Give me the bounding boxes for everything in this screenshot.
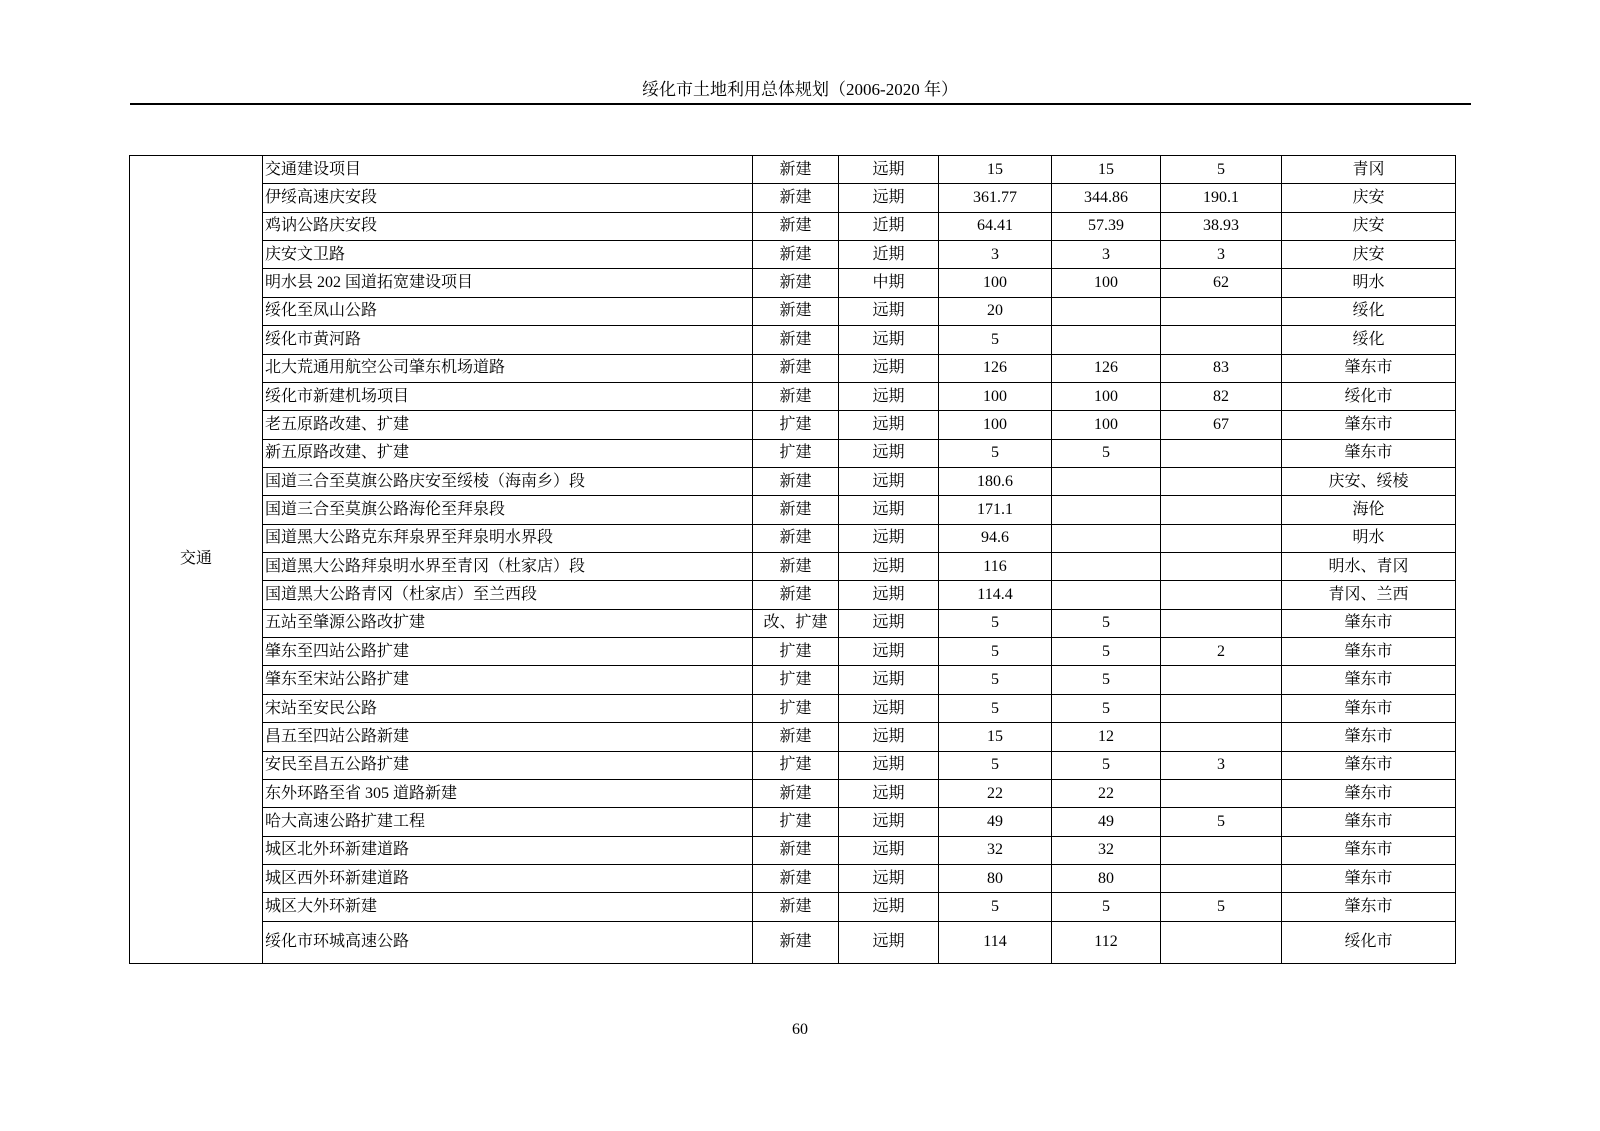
value-2-cell: [1052, 524, 1161, 552]
value-1-cell: 64.41: [939, 212, 1052, 240]
construction-type-cell: 新建: [753, 297, 839, 325]
location-cell: 明水、青冈: [1282, 553, 1456, 581]
project-name-cell: 五站至肇源公路改扩建: [263, 609, 753, 637]
construction-type-cell: 改、扩建: [753, 609, 839, 637]
value-3-cell: 5: [1161, 893, 1282, 921]
value-3-cell: [1161, 581, 1282, 609]
location-cell: 庆安: [1282, 212, 1456, 240]
value-2-cell: 12: [1052, 723, 1161, 751]
construction-type-cell: 新建: [753, 864, 839, 892]
period-cell: 远期: [839, 921, 939, 963]
location-cell: 明水: [1282, 269, 1456, 297]
value-3-cell: [1161, 553, 1282, 581]
location-cell: 肇东市: [1282, 864, 1456, 892]
value-3-cell: [1161, 467, 1282, 495]
table-row: [130, 241, 1456, 269]
project-name-cell: 昌五至四站公路新建: [263, 723, 753, 751]
value-2-cell: 22: [1052, 779, 1161, 807]
value-3-cell: 5: [1161, 156, 1282, 184]
value-3-cell: [1161, 836, 1282, 864]
value-3-cell: [1161, 779, 1282, 807]
construction-type-cell: 扩建: [753, 638, 839, 666]
period-cell: 远期: [839, 836, 939, 864]
location-cell: 肇东市: [1282, 779, 1456, 807]
value-2-cell: 5: [1052, 609, 1161, 637]
value-2-cell: 3: [1052, 241, 1161, 269]
period-cell: 中期: [839, 269, 939, 297]
construction-type-cell: 新建: [753, 184, 839, 212]
construction-type-cell: 扩建: [753, 666, 839, 694]
project-name-cell: 城区西外环新建道路: [263, 864, 753, 892]
project-name-cell: 城区大外环新建: [263, 893, 753, 921]
table-row: [130, 439, 1456, 467]
construction-type-cell: 新建: [753, 524, 839, 552]
value-2-cell: 5: [1052, 893, 1161, 921]
value-2-cell: 5: [1052, 666, 1161, 694]
construction-type-cell: 新建: [753, 921, 839, 963]
project-name-cell: 新五原路改建、扩建: [263, 439, 753, 467]
project-name-cell: 北大荒通用航空公司肇东机场道路: [263, 354, 753, 382]
project-name-cell: 明水县 202 国道拓宽建设项目: [263, 269, 753, 297]
value-3-cell: [1161, 524, 1282, 552]
construction-type-cell: 新建: [753, 241, 839, 269]
value-1-cell: 80: [939, 864, 1052, 892]
location-cell: 肇东市: [1282, 836, 1456, 864]
value-1-cell: 5: [939, 638, 1052, 666]
project-name-cell: 国道三合至莫旗公路庆安至绥棱（海南乡）段: [263, 467, 753, 495]
period-cell: 远期: [839, 467, 939, 495]
project-name-cell: 肇东至四站公路扩建: [263, 638, 753, 666]
location-cell: 肇东市: [1282, 808, 1456, 836]
construction-type-cell: 新建: [753, 723, 839, 751]
value-1-cell: 5: [939, 326, 1052, 354]
value-1-cell: 94.6: [939, 524, 1052, 552]
value-1-cell: 5: [939, 751, 1052, 779]
construction-type-cell: 新建: [753, 354, 839, 382]
location-cell: 庆安、绥棱: [1282, 467, 1456, 495]
value-2-cell: 57.39: [1052, 212, 1161, 240]
location-cell: 绥化市: [1282, 921, 1456, 963]
project-name-cell: 国道黑大公路拜泉明水界至青冈（杜家店）段: [263, 553, 753, 581]
location-cell: 肇东市: [1282, 354, 1456, 382]
location-cell: 绥化: [1282, 297, 1456, 325]
construction-type-cell: 新建: [753, 779, 839, 807]
period-cell: 远期: [839, 694, 939, 722]
project-table: [129, 155, 1456, 964]
value-2-cell: 15: [1052, 156, 1161, 184]
value-3-cell: 190.1: [1161, 184, 1282, 212]
period-cell: 远期: [839, 581, 939, 609]
table-row: [130, 411, 1456, 439]
location-cell: 肇东市: [1282, 609, 1456, 637]
period-cell: 远期: [839, 184, 939, 212]
value-2-cell: 5: [1052, 694, 1161, 722]
project-name-cell: 安民至昌五公路扩建: [263, 751, 753, 779]
value-3-cell: [1161, 921, 1282, 963]
table-row: [130, 382, 1456, 410]
value-3-cell: [1161, 864, 1282, 892]
period-cell: 近期: [839, 241, 939, 269]
location-cell: 明水: [1282, 524, 1456, 552]
value-3-cell: [1161, 694, 1282, 722]
table-row: [130, 184, 1456, 212]
value-1-cell: 5: [939, 694, 1052, 722]
period-cell: 远期: [839, 553, 939, 581]
value-3-cell: 5: [1161, 808, 1282, 836]
period-cell: 远期: [839, 326, 939, 354]
table-row: [130, 297, 1456, 325]
table-row: [130, 666, 1456, 694]
value-1-cell: 15: [939, 156, 1052, 184]
project-name-cell: 国道黑大公路青冈（杜家店）至兰西段: [263, 581, 753, 609]
construction-type-cell: 扩建: [753, 751, 839, 779]
value-2-cell: [1052, 326, 1161, 354]
period-cell: 远期: [839, 297, 939, 325]
table-body: [130, 156, 1456, 964]
project-name-cell: 国道三合至莫旗公路海伦至拜泉段: [263, 496, 753, 524]
table-row: [130, 496, 1456, 524]
project-name-cell: 交通建设项目: [263, 156, 753, 184]
value-2-cell: 344.86: [1052, 184, 1161, 212]
value-1-cell: 22: [939, 779, 1052, 807]
value-1-cell: 5: [939, 609, 1052, 637]
value-2-cell: 49: [1052, 808, 1161, 836]
location-cell: 肇东市: [1282, 411, 1456, 439]
value-1-cell: 32: [939, 836, 1052, 864]
value-2-cell: [1052, 496, 1161, 524]
construction-type-cell: 新建: [753, 269, 839, 297]
table-row: [130, 524, 1456, 552]
header-rule: [130, 103, 1471, 105]
project-name-cell: 绥化市黄河路: [263, 326, 753, 354]
construction-type-cell: 新建: [753, 553, 839, 581]
location-cell: 肇东市: [1282, 751, 1456, 779]
value-2-cell: 80: [1052, 864, 1161, 892]
period-cell: 远期: [839, 354, 939, 382]
location-cell: 肇东市: [1282, 666, 1456, 694]
value-1-cell: 100: [939, 382, 1052, 410]
table-row: [130, 921, 1456, 963]
table-row: [130, 354, 1456, 382]
value-2-cell: 100: [1052, 382, 1161, 410]
location-cell: 庆安: [1282, 241, 1456, 269]
value-1-cell: 5: [939, 666, 1052, 694]
value-3-cell: 67: [1161, 411, 1282, 439]
project-name-cell: 伊绥高速庆安段: [263, 184, 753, 212]
value-1-cell: 180.6: [939, 467, 1052, 495]
location-cell: 肇东市: [1282, 638, 1456, 666]
construction-type-cell: 新建: [753, 326, 839, 354]
project-name-cell: 肇东至宋站公路扩建: [263, 666, 753, 694]
table-row: [130, 581, 1456, 609]
period-cell: 远期: [839, 808, 939, 836]
value-2-cell: 5: [1052, 638, 1161, 666]
value-1-cell: 5: [939, 893, 1052, 921]
project-name-cell: 哈大高速公路扩建工程: [263, 808, 753, 836]
table-row: [130, 864, 1456, 892]
location-cell: 绥化市: [1282, 382, 1456, 410]
period-cell: 远期: [839, 524, 939, 552]
value-3-cell: 38.93: [1161, 212, 1282, 240]
value-1-cell: 15: [939, 723, 1052, 751]
period-cell: 远期: [839, 723, 939, 751]
project-name-cell: 庆安文卫路: [263, 241, 753, 269]
value-3-cell: 82: [1161, 382, 1282, 410]
project-name-cell: 绥化至凤山公路: [263, 297, 753, 325]
table-row: [130, 156, 1456, 184]
period-cell: 远期: [839, 496, 939, 524]
construction-type-cell: 扩建: [753, 411, 839, 439]
page-number: 60: [792, 1021, 808, 1038]
value-3-cell: 83: [1161, 354, 1282, 382]
construction-type-cell: 扩建: [753, 808, 839, 836]
period-cell: 远期: [839, 382, 939, 410]
value-3-cell: 2: [1161, 638, 1282, 666]
project-name-cell: 鸡讷公路庆安段: [263, 212, 753, 240]
value-1-cell: 171.1: [939, 496, 1052, 524]
location-cell: 肇东市: [1282, 723, 1456, 751]
value-2-cell: 5: [1052, 439, 1161, 467]
project-name-cell: 东外环路至省 305 道路新建: [263, 779, 753, 807]
value-3-cell: 3: [1161, 241, 1282, 269]
table-row: [130, 638, 1456, 666]
construction-type-cell: 新建: [753, 581, 839, 609]
value-3-cell: 62: [1161, 269, 1282, 297]
value-2-cell: 100: [1052, 269, 1161, 297]
construction-type-cell: 新建: [753, 382, 839, 410]
construction-type-cell: 新建: [753, 893, 839, 921]
construction-type-cell: 新建: [753, 467, 839, 495]
period-cell: 远期: [839, 439, 939, 467]
project-name-cell: 绥化市环城高速公路: [263, 921, 753, 963]
value-3-cell: [1161, 723, 1282, 751]
value-1-cell: 100: [939, 269, 1052, 297]
location-cell: 肇东市: [1282, 893, 1456, 921]
period-cell: 远期: [839, 666, 939, 694]
value-2-cell: [1052, 467, 1161, 495]
period-cell: 远期: [839, 156, 939, 184]
value-2-cell: 112: [1052, 921, 1161, 963]
period-cell: 远期: [839, 864, 939, 892]
construction-type-cell: 新建: [753, 212, 839, 240]
value-3-cell: [1161, 496, 1282, 524]
table-row: [130, 609, 1456, 637]
location-cell: 庆安: [1282, 184, 1456, 212]
project-name-cell: 绥化市新建机场项目: [263, 382, 753, 410]
project-name-cell: 老五原路改建、扩建: [263, 411, 753, 439]
period-cell: 远期: [839, 751, 939, 779]
value-3-cell: [1161, 326, 1282, 354]
project-name-cell: 城区北外环新建道路: [263, 836, 753, 864]
value-1-cell: 126: [939, 354, 1052, 382]
value-2-cell: 32: [1052, 836, 1161, 864]
location-cell: 绥化: [1282, 326, 1456, 354]
table-row: [130, 212, 1456, 240]
value-3-cell: [1161, 439, 1282, 467]
location-cell: 海伦: [1282, 496, 1456, 524]
construction-type-cell: 扩建: [753, 439, 839, 467]
construction-type-cell: 新建: [753, 496, 839, 524]
project-name-cell: 国道黑大公路克东拜泉界至拜泉明水界段: [263, 524, 753, 552]
location-cell: 肇东市: [1282, 694, 1456, 722]
category-cell: 交通: [130, 156, 263, 964]
period-cell: 远期: [839, 638, 939, 666]
value-1-cell: 116: [939, 553, 1052, 581]
table-row: [130, 751, 1456, 779]
period-cell: 远期: [839, 609, 939, 637]
table-row: [130, 553, 1456, 581]
table-row: [130, 836, 1456, 864]
value-1-cell: 361.77: [939, 184, 1052, 212]
value-1-cell: 114: [939, 921, 1052, 963]
period-cell: 远期: [839, 893, 939, 921]
period-cell: 远期: [839, 411, 939, 439]
value-3-cell: [1161, 666, 1282, 694]
value-3-cell: [1161, 609, 1282, 637]
value-2-cell: 126: [1052, 354, 1161, 382]
value-3-cell: [1161, 297, 1282, 325]
value-1-cell: 49: [939, 808, 1052, 836]
table-row: [130, 467, 1456, 495]
table-row: [130, 808, 1456, 836]
location-cell: 青冈、兰西: [1282, 581, 1456, 609]
page-header-title: 绥化市土地利用总体规划（2006-2020 年）: [642, 80, 958, 99]
period-cell: 近期: [839, 212, 939, 240]
value-2-cell: [1052, 297, 1161, 325]
value-2-cell: 5: [1052, 751, 1161, 779]
value-1-cell: 100: [939, 411, 1052, 439]
project-name-cell: 宋站至安民公路: [263, 694, 753, 722]
value-1-cell: 3: [939, 241, 1052, 269]
value-2-cell: [1052, 553, 1161, 581]
table-row: [130, 723, 1456, 751]
table-row: [130, 694, 1456, 722]
value-1-cell: 20: [939, 297, 1052, 325]
value-2-cell: 100: [1052, 411, 1161, 439]
period-cell: 远期: [839, 779, 939, 807]
table-row: [130, 269, 1456, 297]
location-cell: 青冈: [1282, 156, 1456, 184]
value-3-cell: 3: [1161, 751, 1282, 779]
construction-type-cell: 扩建: [753, 694, 839, 722]
table-row: [130, 779, 1456, 807]
table-row: [130, 893, 1456, 921]
construction-type-cell: 新建: [753, 156, 839, 184]
location-cell: 肇东市: [1282, 439, 1456, 467]
construction-type-cell: 新建: [753, 836, 839, 864]
value-2-cell: [1052, 581, 1161, 609]
value-1-cell: 5: [939, 439, 1052, 467]
value-1-cell: 114.4: [939, 581, 1052, 609]
table-row: [130, 326, 1456, 354]
